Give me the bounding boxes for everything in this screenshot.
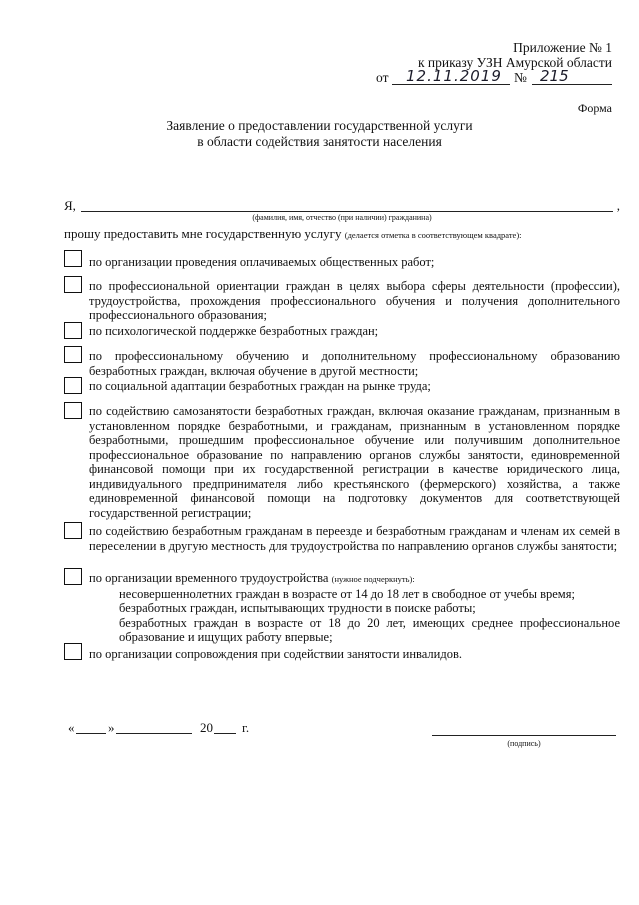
checkbox[interactable] <box>64 568 82 585</box>
applicant-name-hint: (фамилия, имя, отчество (при наличии) гражданина) <box>252 213 432 222</box>
checkbox[interactable] <box>64 643 82 660</box>
checkbox[interactable] <box>64 377 82 394</box>
option-text: по организации сопровождения при содействии занятости инвалидов. <box>89 647 462 661</box>
sub-item-difficulty[interactable]: безработных граждан, испытывающих трудности в поиске работы; <box>119 601 476 615</box>
applicant-comma: , <box>616 198 620 213</box>
order-label: к приказу УЗН Амурской области <box>417 55 612 70</box>
option-text: по профессиональному обучению и дополнительному профессиональному образованию безработных граждан, включая обучение в другой местности; <box>89 349 620 378</box>
number-label: № <box>514 70 527 85</box>
option-text: по социальной адаптации безработных граждан на рынке труда; <box>89 379 431 393</box>
title-line-1: Заявление о предоставлении государственной услуги <box>166 118 473 133</box>
appendix-label: Приложение № 1 <box>513 40 612 55</box>
option-text <box>89 568 620 645</box>
checkbox[interactable] <box>64 276 82 293</box>
option-text-hint: (нужное подчеркнуть): <box>331 574 415 584</box>
option-text-main: по организации временного трудоустройства <box>89 571 329 585</box>
option-disabled-support <box>64 643 620 662</box>
sub-item-minors[interactable]: несовершеннолетних граждан в возрасте от 14 до 18 лет в свободное от учебы время; <box>119 586 575 601</box>
option-self-employment <box>64 402 620 520</box>
option-paid-public-works <box>64 250 620 270</box>
applicant-name-field[interactable] <box>81 211 613 212</box>
document-header <box>418 40 612 70</box>
year-field[interactable] <box>214 733 236 734</box>
order-date-number <box>376 67 612 86</box>
checkbox[interactable] <box>64 322 82 339</box>
checkbox[interactable] <box>64 522 82 539</box>
applicant-label: Я, <box>64 198 76 213</box>
checkbox[interactable] <box>64 346 82 363</box>
option-professional-training <box>64 346 620 378</box>
option-relocation <box>64 522 620 553</box>
option-text: по содействию безработным гражданам в переезде и безработным гражданам и членам их семей в переселении в другую местность для трудоустройства по направлению органов службы занятости; <box>89 524 620 553</box>
option-social-adaptation <box>64 377 620 394</box>
year-prefix: 20 <box>200 720 213 735</box>
from-label: от <box>376 70 389 85</box>
date-line <box>64 720 264 736</box>
day-field[interactable] <box>76 733 106 734</box>
option-text: по содействию самозанятости безработных граждан, включая оказание гражданам, признанным в установленном порядке безработными, и гражданам, признанным в установленном порядке безработными, прошедшим профессиональное обучение или получившим дополнительное профессиональное образование по направлению органов службы занятости, единовременной финансовой помощи при их государственной регистрации в качестве юридического лица, индивидуального предпринимателя либо крестьянского (фермерского) хозяйства, а также единовременной финансовой помощи на подготовку документов для соответствующей государственной регистрации; <box>89 404 620 520</box>
checkbox[interactable] <box>64 250 82 267</box>
handwritten-number: 215 <box>540 67 569 85</box>
option-temporary-employment <box>64 568 620 645</box>
form-label: Форма <box>577 101 612 115</box>
year-suffix: г. <box>242 720 250 735</box>
option-psychological-support <box>64 322 620 339</box>
checkbox[interactable] <box>64 402 82 419</box>
option-text: по профессиональной ориентации граждан в целях выбора сферы деятельности (профессии), трудоустройства, прохождения профессионального обучения и получения дополнительного профессионального образования; <box>89 279 620 322</box>
signature-hint: (подпись) <box>507 739 541 748</box>
handwritten-date: 12.11.2019 <box>406 67 502 85</box>
option-text: по организации проведения оплачиваемых общественных работ; <box>89 255 435 269</box>
request-line <box>64 226 522 242</box>
close-quote: » <box>108 720 115 735</box>
sub-item-young-graduates[interactable]: безработных граждан в возрасте от 18 до 20 лет, имеющих среднее профессиональное образование и ищущих работу впервые; <box>119 615 620 644</box>
open-quote: « <box>68 720 75 735</box>
month-field[interactable] <box>116 733 192 734</box>
title-line-2: в области содействия занятости населения <box>197 134 442 149</box>
signature-field[interactable] <box>432 735 616 736</box>
option-career-guidance <box>64 276 620 323</box>
option-text: по психологической поддержке безработных граждан; <box>89 324 379 338</box>
request-text: прошу предоставить мне государственную услугу <box>64 226 342 241</box>
applicant-name-row <box>64 198 620 212</box>
request-hint: (делается отметка в соответствующем квадрате): <box>344 230 522 240</box>
document-title <box>0 118 639 150</box>
